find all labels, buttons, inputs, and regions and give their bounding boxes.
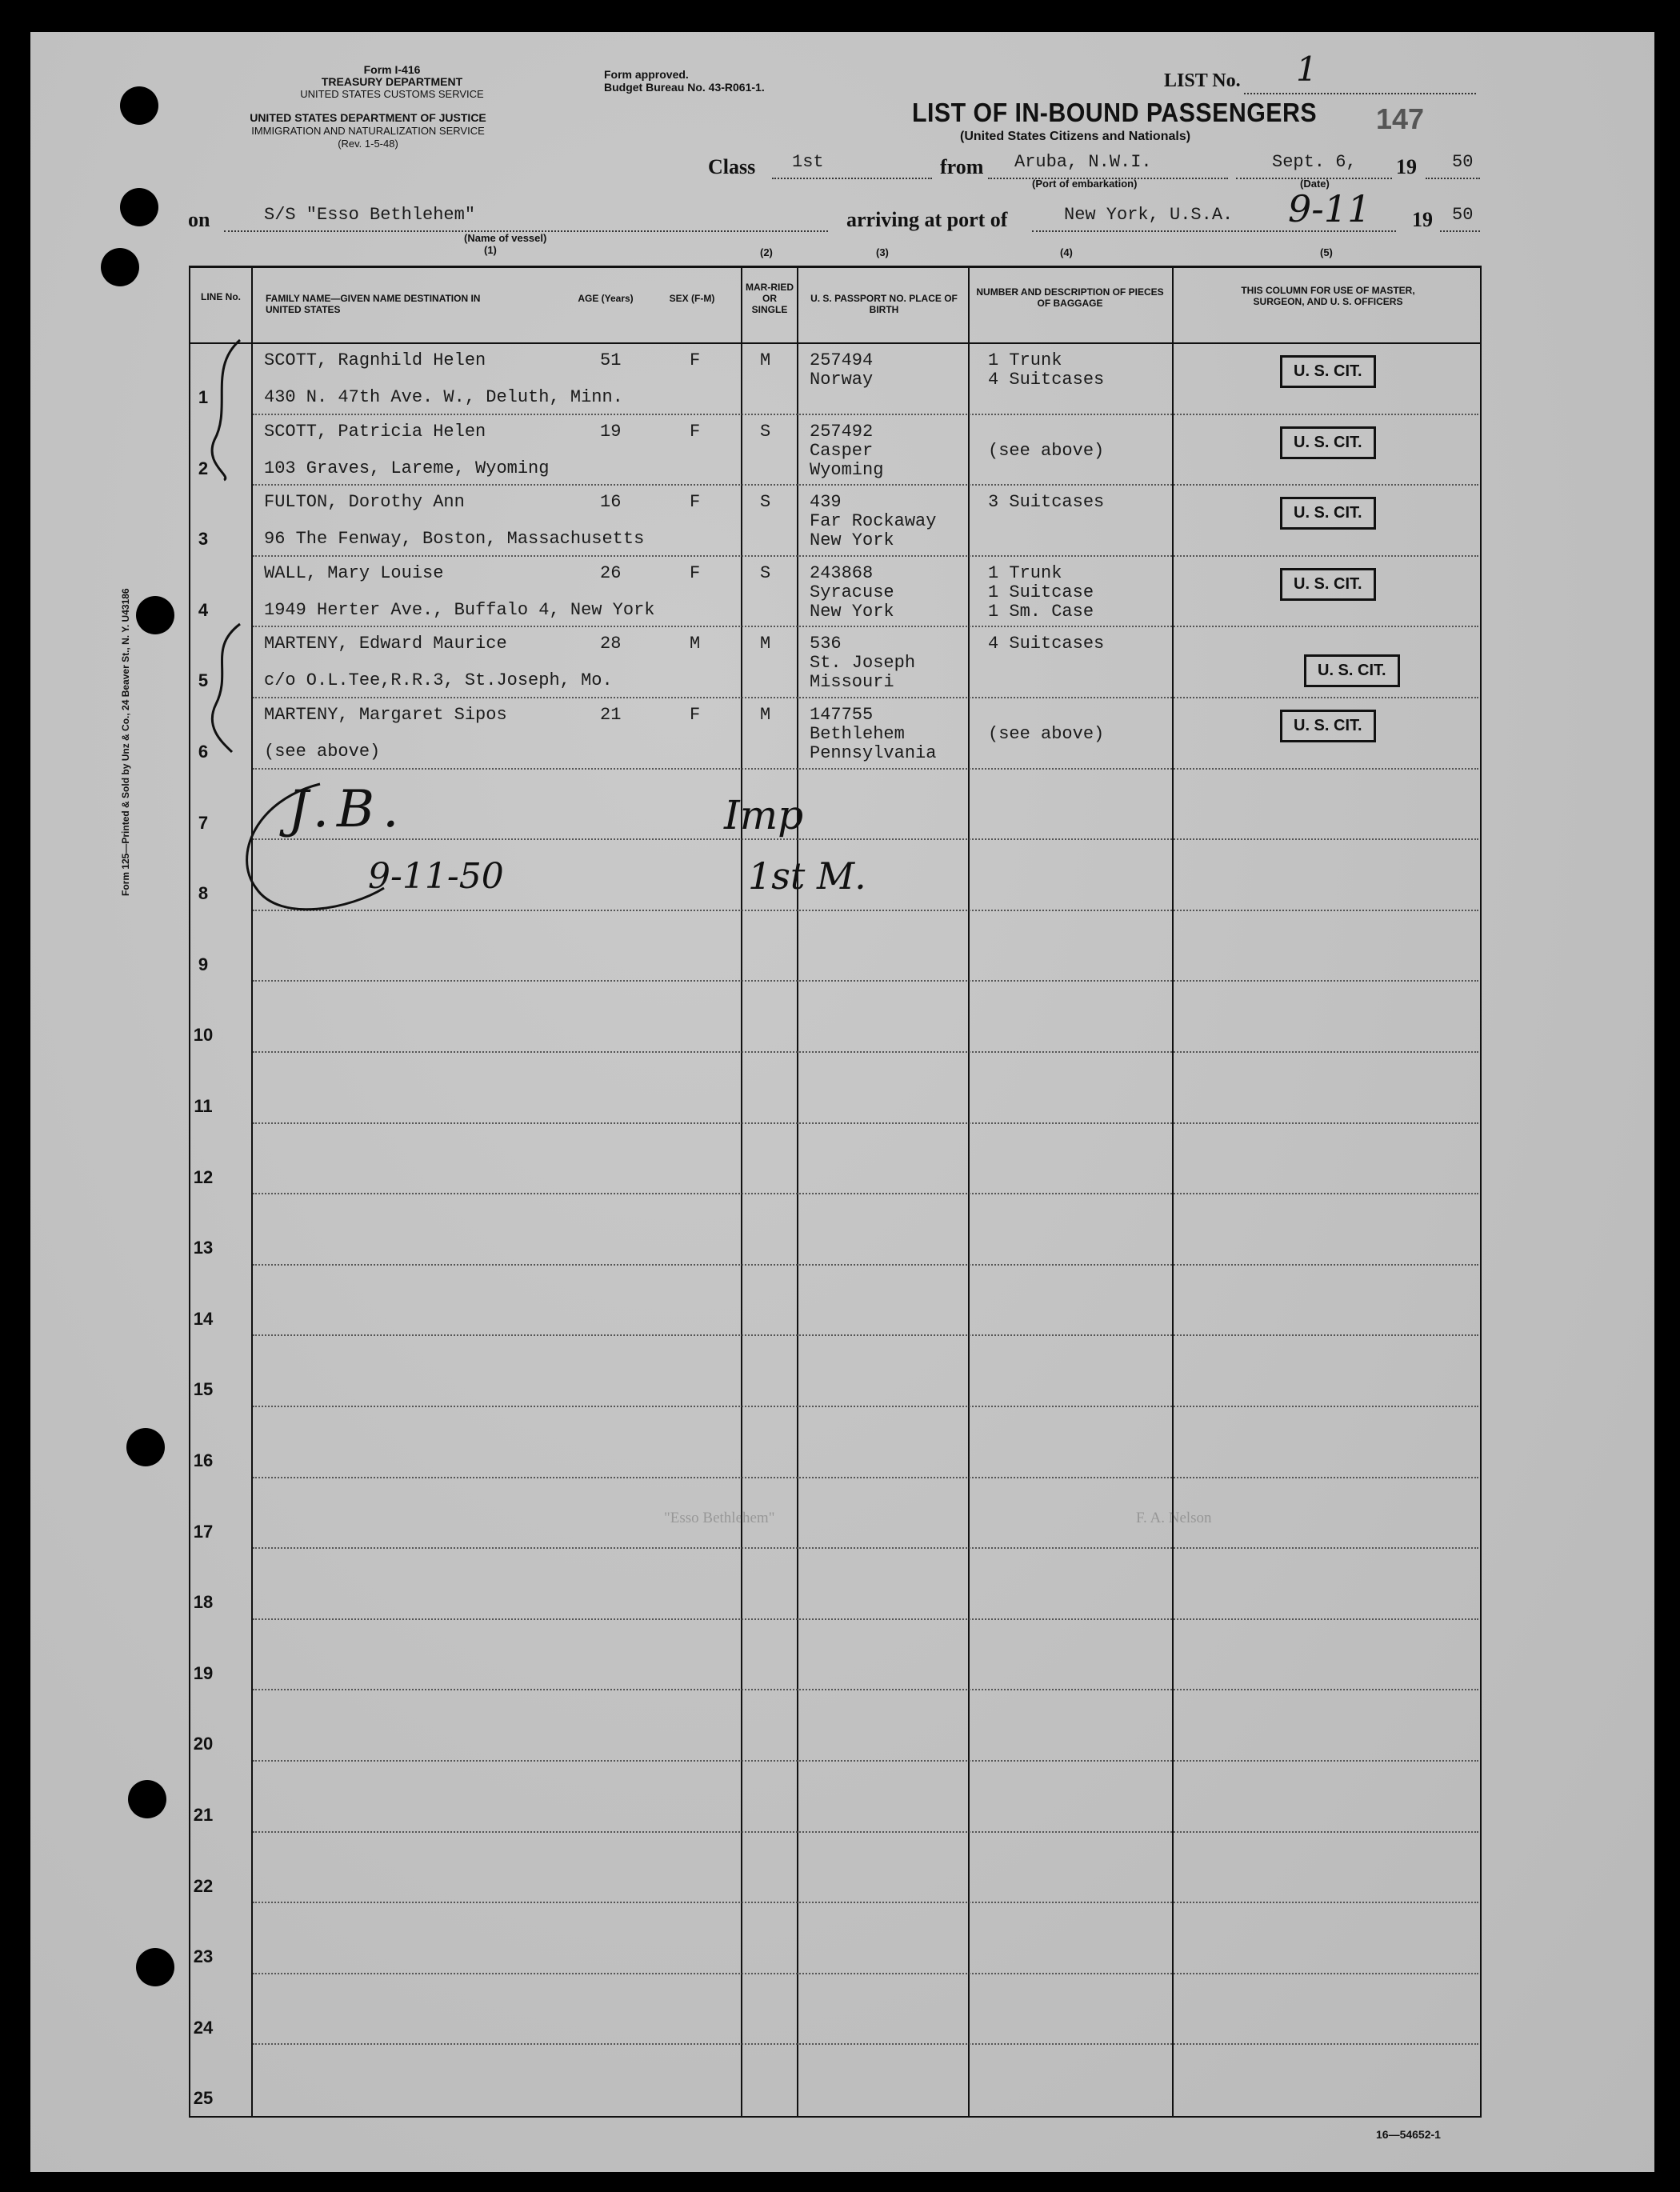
- passenger-address: 430 N. 47th Ave. W., Deluth, Minn.: [264, 387, 623, 407]
- line-number: 10: [193, 1025, 214, 1046]
- birth-place: St. Joseph: [810, 653, 916, 674]
- header-married: MAR-RIED OR SINGLE: [746, 282, 794, 315]
- birth-place-2: New York: [810, 601, 894, 622]
- line-number: 4: [198, 599, 209, 620]
- us-citizen-stamp: U. S. CIT.: [1280, 710, 1376, 742]
- line-number: 2: [198, 458, 209, 478]
- bracket-marks: [200, 336, 256, 784]
- col-num-4: (4): [1060, 246, 1073, 258]
- justice-department: UNITED STATES DEPARTMENT OF JUSTICE: [250, 111, 486, 124]
- row-divider: [253, 1689, 1478, 1690]
- signature-date-handwritten: 9-11-50: [368, 856, 504, 897]
- marital-status: M: [760, 705, 771, 725]
- line-number: 7: [198, 812, 209, 833]
- row-divider: [253, 1193, 1478, 1194]
- passenger-sex: F: [690, 492, 701, 513]
- row-divider: [253, 2043, 1478, 2045]
- punch-hole: [136, 596, 174, 634]
- list-no-line: [1244, 93, 1476, 94]
- marital-status: M: [760, 350, 771, 370]
- passport-number: 147755: [810, 705, 874, 725]
- table-top-border: [189, 266, 1482, 268]
- passenger-age: 16: [600, 492, 622, 513]
- signature-loop: [224, 768, 560, 936]
- birth-place: Syracuse: [810, 582, 894, 602]
- bleed-through-vessel: "Esso Bethlehem": [664, 1510, 775, 1526]
- punch-hole: [101, 248, 139, 286]
- birth-place-2: Wyoming: [810, 459, 884, 480]
- line-number: 19: [193, 1662, 214, 1683]
- table-col-line: [1172, 266, 1174, 2118]
- header-line-no: LINE No.: [201, 291, 241, 302]
- embarkation-port: Aruba, N.W.I.: [1014, 152, 1152, 172]
- line-number: 20: [193, 1734, 214, 1754]
- row-divider: [253, 1122, 1478, 1124]
- us-citizen-stamp: U. S. CIT.: [1280, 568, 1376, 601]
- departure-date: Sept. 6,: [1272, 152, 1357, 172]
- table-col-line: [797, 266, 798, 2118]
- us-citizen-stamp: U. S. CIT.: [1304, 654, 1400, 687]
- marital-status: S: [760, 421, 771, 442]
- line-number: 3: [198, 529, 209, 550]
- line-number: 18: [193, 1592, 214, 1613]
- line-number: 25: [193, 2088, 214, 2109]
- birth-place: Bethlehem: [810, 724, 905, 744]
- line-number: 11: [194, 1096, 213, 1116]
- initials-handwritten: Imp: [724, 792, 804, 838]
- arrival-year-line: [1440, 230, 1480, 232]
- revision-date: (Rev. 1-5-48): [338, 138, 398, 150]
- passenger-name: MARTENY, Edward Maurice: [264, 634, 507, 654]
- passenger-name: FULTON, Dorothy Ann: [264, 492, 465, 513]
- table-bottom-border: [189, 2116, 1482, 2118]
- baggage-line-1: 1 Trunk: [988, 562, 1062, 583]
- passenger-sex: F: [690, 421, 701, 442]
- row-divider: [253, 980, 1478, 982]
- table-col-line: [741, 266, 742, 2118]
- header-officers: THIS COLUMN FOR USE OF MASTER, SURGEON, AND U. S. OFFICERS: [1241, 285, 1415, 307]
- table-header-border: [189, 342, 1482, 344]
- page-subtitle: (United States Citizens and Nationals): [960, 130, 1191, 143]
- line-number: 24: [193, 2017, 214, 2038]
- line-number: 15: [193, 1379, 214, 1400]
- passport-number: 257492: [810, 421, 874, 442]
- row-divider: [253, 697, 1478, 698]
- punch-hole: [126, 1428, 165, 1466]
- line-number: 22: [193, 1875, 214, 1896]
- on-label: on: [188, 208, 210, 231]
- immigration-service: IMMIGRATION AND NATURALIZATION SERVICE: [251, 125, 485, 137]
- passenger-address: c/o O.L.Tee,R.R.3, St.Joseph, Mo.: [264, 670, 613, 691]
- year-value: 50: [1452, 152, 1474, 172]
- passenger-address: 103 Graves, Lareme, Wyoming: [264, 458, 550, 478]
- passenger-address: (see above): [264, 742, 381, 762]
- port-embarkation-caption: (Port of embarkation): [1032, 178, 1138, 190]
- arrival-line: [1032, 230, 1396, 232]
- marital-status: S: [760, 562, 771, 583]
- passenger-age: 28: [600, 634, 622, 654]
- header-age: AGE (Years): [578, 293, 634, 304]
- passenger-name: SCOTT, Patricia Helen: [264, 421, 486, 442]
- form-number: Form I-416: [363, 63, 421, 76]
- birth-place-2: New York: [810, 530, 894, 551]
- passport-number: 257494: [810, 350, 874, 370]
- row-divider: [253, 1831, 1478, 1833]
- treasury-department: TREASURY DEPARTMENT: [321, 75, 463, 88]
- arrival-year-prefix: 19: [1412, 208, 1433, 231]
- from-label: from: [940, 155, 984, 178]
- passenger-age: 21: [600, 705, 622, 725]
- row-divider: [253, 1618, 1478, 1620]
- table-right-border: [1480, 266, 1482, 2118]
- table-col-line: [968, 266, 970, 2118]
- col-num-2: (2): [760, 246, 773, 258]
- passenger-age: 26: [600, 562, 622, 583]
- vessel-name: S/S "Esso Bethlehem": [264, 205, 476, 225]
- line-number: 1: [198, 387, 209, 407]
- bleed-through-name: F. A. Nelson: [1136, 1510, 1212, 1526]
- punch-hole: [120, 188, 158, 226]
- passenger-sex: F: [690, 350, 701, 370]
- punch-hole: [128, 1780, 166, 1818]
- line-number: 12: [193, 1166, 214, 1187]
- row-divider: [253, 626, 1478, 627]
- birth-place-2: Pennsylvania: [810, 743, 937, 763]
- row-divider: [253, 1264, 1478, 1266]
- budget-bureau: Budget Bureau No. 43-R061-1.: [604, 81, 765, 94]
- row-divider: [253, 1547, 1478, 1549]
- passenger-sex: F: [690, 562, 701, 583]
- us-citizen-stamp: U. S. CIT.: [1280, 426, 1376, 459]
- birth-place: Casper: [810, 440, 874, 461]
- row-divider: [253, 1902, 1478, 1903]
- line-number: 23: [193, 1946, 214, 1967]
- signature-handwritten: J.B.: [288, 780, 407, 839]
- us-citizen-stamp: U. S. CIT.: [1280, 355, 1376, 388]
- line-number: 13: [193, 1238, 214, 1258]
- class-line: [772, 178, 932, 179]
- col-num-3: (3): [876, 246, 889, 258]
- baggage-line-2: (see above): [988, 440, 1105, 461]
- line-number: 8: [198, 883, 209, 904]
- list-no-value: 1: [1296, 50, 1318, 89]
- us-citizen-stamp: U. S. CIT.: [1280, 497, 1376, 530]
- line-number: 17: [193, 1521, 214, 1542]
- row-divider: [253, 555, 1478, 557]
- passenger-age: 19: [600, 421, 622, 442]
- list-no-label: LIST No.: [1164, 70, 1241, 91]
- passport-number: 243868: [810, 562, 874, 583]
- passenger-sex: F: [690, 705, 701, 725]
- marital-status: S: [760, 492, 771, 513]
- arrival-port: New York, U.S.A.: [1064, 205, 1234, 225]
- passport-number: 439: [810, 492, 842, 513]
- punch-hole: [136, 1948, 174, 1986]
- header-sex: SEX (F-M): [669, 293, 715, 304]
- baggage-line-2: 1 Suitcase: [988, 582, 1094, 602]
- footer-code: 16—54652-1: [1376, 2128, 1441, 2141]
- passenger-name: MARTENY, Margaret Sipos: [264, 705, 507, 725]
- passenger-address: 1949 Herter Ave., Buffalo 4, New York: [264, 599, 655, 620]
- row-divider: [253, 1406, 1478, 1407]
- baggage-line-2: (see above): [988, 724, 1105, 744]
- year-line: [1426, 178, 1480, 179]
- vessel-caption: (Name of vessel): [464, 232, 547, 244]
- passenger-age: 51: [600, 350, 622, 370]
- baggage-line-1: 4 Suitcases: [988, 634, 1105, 654]
- line-number: 5: [198, 670, 209, 691]
- birth-place: Norway: [810, 370, 874, 390]
- birth-place-2: Missouri: [810, 672, 894, 693]
- date-caption: (Date): [1300, 178, 1330, 190]
- line-number: 14: [193, 1308, 214, 1329]
- row-divider: [253, 1477, 1478, 1478]
- col-num-5: (5): [1320, 246, 1333, 258]
- year-prefix: 19: [1396, 155, 1417, 178]
- vessel-col-num: (1): [484, 244, 497, 256]
- row-divider: [253, 414, 1478, 415]
- arrival-year: 50: [1452, 205, 1474, 225]
- row-divider: [253, 1760, 1478, 1762]
- page-title: LIST OF IN-BOUND PASSENGERS: [912, 98, 1318, 127]
- header-name: FAMILY NAME—GIVEN NAME DESTINATION IN UNITED STATES: [266, 293, 481, 315]
- row-divider: [253, 1051, 1478, 1053]
- line-number: 9: [198, 954, 209, 974]
- marital-status: M: [760, 634, 771, 654]
- header-passport: U. S. PASSPORT NO. PLACE OF BIRTH: [810, 293, 958, 315]
- class-value: 1st: [792, 152, 824, 172]
- stamp-number: 147: [1376, 102, 1425, 135]
- arriving-label: arriving at port of: [846, 208, 1008, 231]
- passport-number: 536: [810, 634, 842, 654]
- birth-place: Far Rockaway: [810, 511, 937, 532]
- time-handwritten: 1st M.: [748, 854, 866, 898]
- printer-side-text: Form 125—Printed & Sold by Unz & Co., 24 Beaver St., N. Y. U43186: [120, 588, 131, 896]
- baggage-line-1: 3 Suitcases: [988, 492, 1105, 513]
- arrival-date-handwritten: 9-11: [1288, 187, 1371, 230]
- baggage-line-3: 1 Sm. Case: [988, 601, 1094, 622]
- header-baggage: NUMBER AND DESCRIPTION OF PIECES OF BAGGAGE: [976, 286, 1164, 309]
- class-label: Class: [708, 155, 756, 178]
- line-number: 21: [193, 1805, 214, 1825]
- row-divider: [253, 484, 1478, 486]
- customs-service: UNITED STATES CUSTOMS SERVICE: [300, 88, 484, 100]
- baggage-line-1: 1 Trunk: [988, 350, 1062, 370]
- punch-hole: [120, 86, 158, 125]
- line-number: 6: [198, 742, 209, 762]
- passenger-address: 96 The Fenway, Boston, Massachusetts: [264, 529, 645, 550]
- row-divider: [253, 1973, 1478, 1974]
- row-divider: [253, 1334, 1478, 1336]
- form-approved: Form approved.: [604, 68, 689, 81]
- passenger-sex: M: [690, 634, 701, 654]
- line-number: 16: [193, 1450, 214, 1470]
- passenger-name: WALL, Mary Louise: [264, 562, 444, 583]
- baggage-line-2: 4 Suitcases: [988, 370, 1105, 390]
- passenger-name: SCOTT, Ragnhild Helen: [264, 350, 486, 370]
